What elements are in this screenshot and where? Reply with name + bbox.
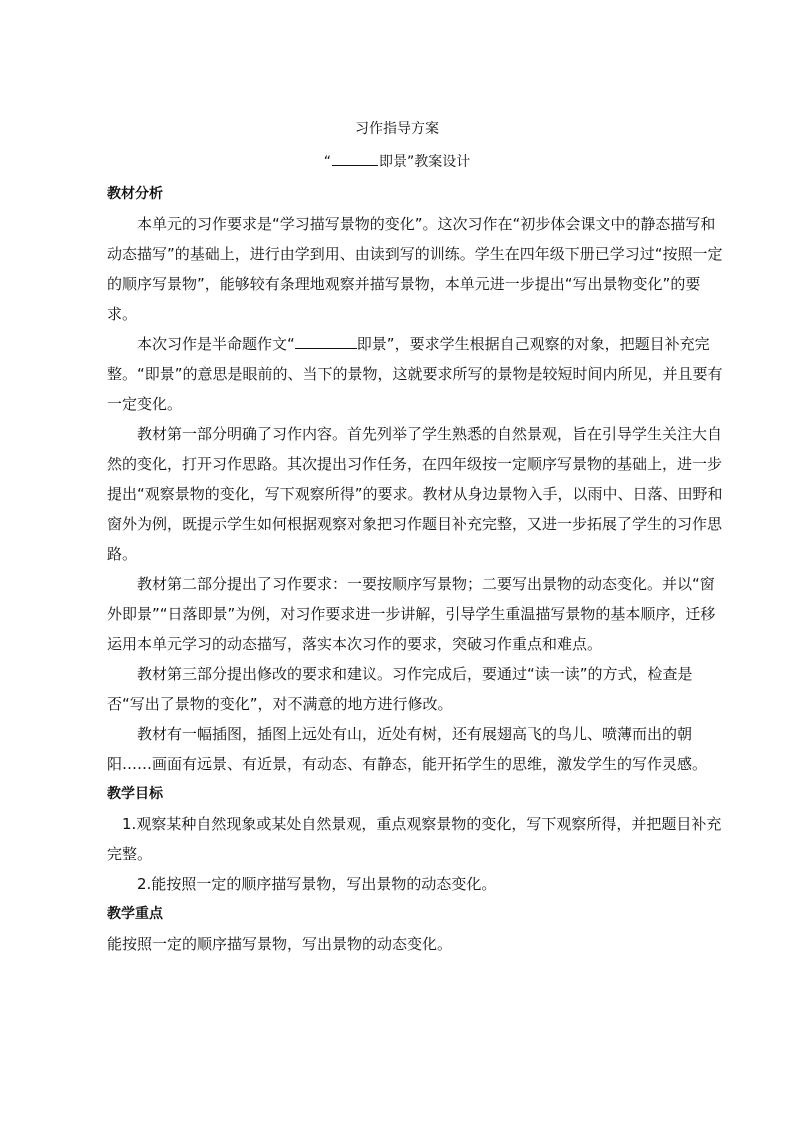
title-blank xyxy=(295,334,357,349)
goal-2: 2.能按照一定的顺序描写景物，写出景物的动态变化。 xyxy=(137,875,497,893)
document-body xyxy=(107,179,727,959)
section-heading-goals: 教学目标 xyxy=(107,786,163,802)
section-heading-focus: 教学重点 xyxy=(107,906,163,922)
paragraph-6: 教材有一幅插图，插图上远处有山，近处有树，还有展翅高飞的鸟儿、喷薄而出的朝阳……画面有远景、有近景，有动态、有静态，能开拓学生的思维，激发学生的写作灵感。 xyxy=(107,725,708,773)
paragraph-3: 教材第一部分明确了习作内容。首先列举了学生熟悉的自然景观，旨在引导学生关注大自然的变化，打开习作思路。其次提出习作任务，在四年级按一定顺序写景物的基础上，进一步提出“观察景物的变化，写下观察所得”的要求。教材从身边景物入手，以雨中、日落、田野和窗外为例，既提示学生如何根据观察对象把习作题目补充完整，又进一步拓展了学生的习作思路。 xyxy=(107,425,723,563)
subtitle-prefix: “ xyxy=(323,154,331,170)
paragraph-2: 本次习作是半命题作文“ 即景”，要求学生根据自己观察的对象，把题目补充完整。“即景”的意思是眼前的、当下的景物，这就要求所写的景物是较短时间内所见，并且要有一定变化。 xyxy=(107,335,723,413)
subtitle-blank xyxy=(332,152,378,166)
section-heading-analysis: 教材分析 xyxy=(107,186,163,202)
document-title: 习作指导方案 xyxy=(355,121,439,137)
focus-text: 能按照一定的顺序描写景物，写出景物的动态变化。 xyxy=(107,935,453,953)
document-subtitle xyxy=(0,152,794,172)
subtitle-suffix: 即景”教案设计 xyxy=(379,154,471,170)
goal-1: 1.观察某种自然现象或某处自然景观，重点观察景物的变化，写下观察所得，并把题目补充完整。 xyxy=(107,815,722,863)
paragraph-5: 教材第三部分提出修改的要求和建议。习作完成后，要通过“读一读”的方式，检查是否“写出了景物的变化”，对不满意的地方进行修改。 xyxy=(107,665,693,713)
paragraph-1: 本单元的习作要求是“学习描写景物的变化”。这次习作在“初步体会课文中的静态描写和动态描写”的基础上，进行由学到用、由读到写的训练。学生在四年级下册已学习过“按照一定的顺序写景物”，能够较有条理地观察并描写景物，本单元进一步提出“写出景物变化”的要求。 xyxy=(107,215,723,323)
paragraph-4: 教材第二部分提出了习作要求：一要按顺序写景物；二要写出景物的动态变化。并以“窗外即景”“日落即景”为例，对习作要求进一步讲解，引导学生重温描写景物的基本顺序，迁移运用本单元学习的动态描写，落实本次习作的要求，突破习作重点和难点。 xyxy=(107,575,716,653)
